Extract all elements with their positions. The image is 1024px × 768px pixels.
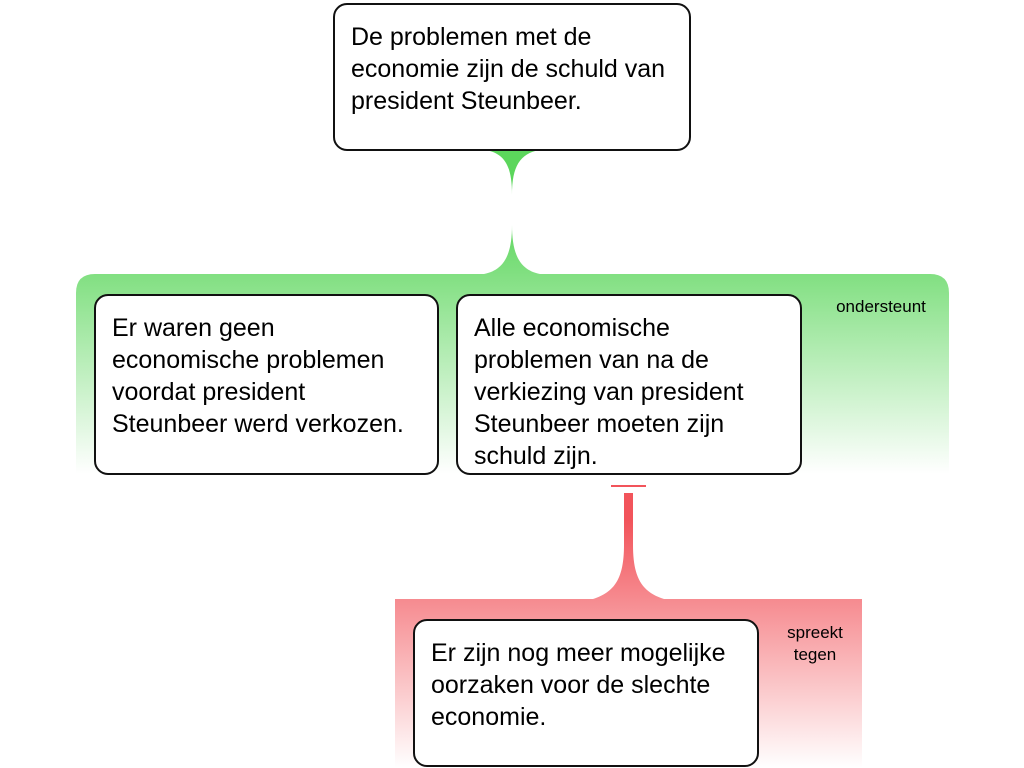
support-relation-label: ondersteunt [836, 297, 926, 316]
support-text-1: Er waren geen economische problemen voordat president Steunbeer werd verkozen. [112, 314, 404, 438]
support-text-2: Alle economische problemen van na de verkiezing van president Steunbeer moeten zijn schuld zijn. [474, 314, 744, 470]
support-box-2[interactable] [456, 294, 802, 475]
claim-text: De problemen met de economie zijn de schuld van president Steunbeer. [351, 23, 666, 115]
claim-box[interactable] [333, 3, 691, 151]
oppose-relation-label: spreekt tegen [787, 623, 843, 664]
objection-text: Er zijn nog meer mogelijke oorzaken voor de slechte economie. [431, 639, 726, 731]
support-box-1[interactable] [94, 294, 439, 475]
objection-box[interactable] [413, 619, 759, 767]
